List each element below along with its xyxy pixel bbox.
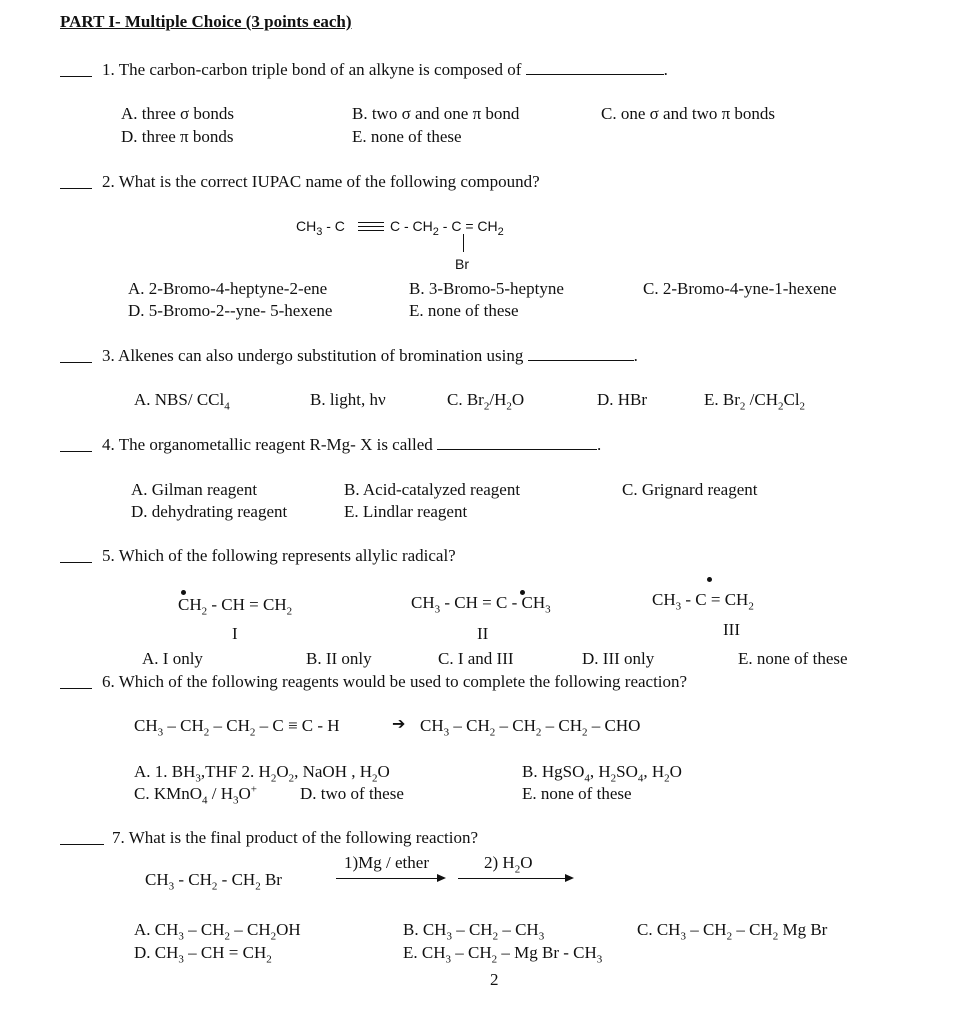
- page-title: PART I- Multiple Choice (3 points each): [60, 12, 352, 31]
- q7-step-1: 1)Mg / ether: [344, 853, 429, 872]
- q4-option-c[interactable]: C. Grignard reagent: [622, 480, 758, 499]
- q5-option-b[interactable]: B. II only: [306, 649, 372, 668]
- q2-structure-left: $CH_3$ - C: [296, 218, 345, 238]
- q2-structure-right: $C - CH_2 - C = CH_2$: [390, 218, 504, 238]
- q3-option-e[interactable]: E. $Br_2$ $/CH_2Cl_2$: [704, 390, 806, 413]
- triple-bond-icon: [358, 222, 384, 231]
- q5-structure-i: $CH_2$ - CH = $CH_2$: [178, 595, 293, 618]
- q6-option-b[interactable]: B. HgSO$_4$, $H_2SO_4$, $H_2O$: [522, 762, 682, 785]
- q1-option-d[interactable]: D. three π bonds: [121, 127, 234, 146]
- answer-blank-4[interactable]: [60, 451, 92, 452]
- q2-option-b[interactable]: B. 3-Bromo-5-heptyne: [409, 279, 564, 298]
- arrow-right-icon: [458, 878, 572, 879]
- question-2-stem: 2. What is the correct IUPAC name of the following compound?: [102, 172, 540, 191]
- arrow-right-icon: ➔: [392, 714, 406, 733]
- q5-label-ii: II: [477, 624, 489, 643]
- q3-option-b[interactable]: B. light, hν: [310, 390, 386, 409]
- answer-blank-2[interactable]: [60, 188, 92, 189]
- answer-blank-3[interactable]: [60, 362, 92, 363]
- q6-option-d[interactable]: D. two of these: [300, 784, 404, 803]
- q3-option-c[interactable]: C. $Br_2/H_2O$: [447, 390, 525, 413]
- q7-reactant: $CH_3 - CH_2 - CH_2$ Br: [145, 870, 282, 893]
- q2-option-d[interactable]: D. 5-Bromo-2--yne- 5-hexene: [128, 301, 333, 320]
- q3-option-d[interactable]: D. HBr: [597, 390, 648, 409]
- q4-option-a[interactable]: A. Gilman reagent: [131, 480, 258, 499]
- bond-line-icon: [463, 234, 464, 252]
- q5-option-c[interactable]: C. I and III: [438, 649, 514, 668]
- q6-option-c[interactable]: C. KMnO$_4$ / $H_3O^+$: [134, 783, 258, 807]
- answer-blank-6[interactable]: [60, 688, 92, 689]
- q2-option-e[interactable]: E. none of these: [409, 301, 519, 320]
- question-4-stem: 4. The organometallic reagent R-Mg- X is called .: [102, 435, 602, 454]
- question-7-stem: 7. What is the final product of the following reaction?: [112, 828, 479, 847]
- answer-blank-7[interactable]: [60, 844, 104, 845]
- q1-option-c[interactable]: C. one σ and two π bonds: [601, 104, 776, 123]
- question-6-stem: 6. Which of the following reagents would be used to complete the following reaction?: [102, 672, 688, 691]
- q5-label-i: I: [232, 624, 238, 643]
- q7-option-c[interactable]: C. $CH_3 - CH_2 - CH_2$ Mg Br: [637, 920, 828, 943]
- radical-dot-icon: [707, 577, 712, 582]
- q4-option-b[interactable]: B. Acid-catalyzed reagent: [344, 480, 521, 499]
- q2-option-c[interactable]: C. 2-Bromo-4-yne-1-hexene: [643, 279, 837, 298]
- q4-option-e[interactable]: E. Lindlar reagent: [344, 502, 468, 521]
- answer-blank-1[interactable]: [60, 76, 92, 77]
- page-number: 2: [490, 970, 499, 989]
- q4-option-d[interactable]: D. dehydrating reagent: [131, 502, 288, 521]
- q7-option-b[interactable]: B. $CH_3 - CH_2 - CH_3$: [403, 920, 545, 943]
- q6-product: $CH_3 - CH_2 - CH_2 - CH_2$ – CHO: [420, 716, 641, 739]
- q5-option-a[interactable]: A. I only: [142, 649, 203, 668]
- q2-structure-substituent: Br: [455, 256, 469, 272]
- q7-option-a[interactable]: A. $CH_3 - CH_2 - CH_2OH$: [134, 920, 301, 943]
- q1-option-a[interactable]: A. three σ bonds: [121, 104, 235, 123]
- arrow-right-icon: [336, 878, 444, 879]
- q5-option-e[interactable]: E. none of these: [738, 649, 848, 668]
- q3-option-a[interactable]: A. NBS/ CCl$_4$: [134, 390, 230, 413]
- q5-label-iii: III: [723, 620, 740, 639]
- q6-option-a[interactable]: A. 1. $BH_3,THF$ 2. $H_2O_2$, NaOH , $H_2O$: [134, 762, 390, 785]
- q6-option-e[interactable]: E. none of these: [522, 784, 632, 803]
- q5-option-d[interactable]: D. III only: [582, 649, 655, 668]
- q6-reactant: $CH_3 - CH_2 - CH_2 - C \equiv C - H$: [134, 716, 340, 739]
- q5-structure-iii: $CH_3 - C = CH_2$: [652, 590, 754, 613]
- q1-option-e[interactable]: E. none of these: [352, 127, 462, 146]
- q1-option-b[interactable]: B. two σ and one π bond: [352, 104, 520, 123]
- q7-step-2: 2) $H_2O$: [484, 853, 533, 876]
- q7-option-d[interactable]: D. $CH_3$ – CH = $CH_2$: [134, 943, 272, 966]
- q7-option-e[interactable]: E. $CH_3 - CH_2$ – Mg Br - $CH_3$: [403, 943, 603, 966]
- q2-option-a[interactable]: A. 2-Bromo-4-heptyne-2-ene: [128, 279, 328, 298]
- question-1-stem: 1. The carbon-carbon triple bond of an alkyne is composed of .: [102, 60, 668, 79]
- q5-structure-ii: $CH_3$ - CH = C - $CH_3$: [411, 593, 551, 616]
- question-5-stem: 5. Which of the following represents allylic radical?: [102, 546, 456, 565]
- answer-blank-5[interactable]: [60, 562, 92, 563]
- question-3-stem: 3. Alkenes can also undergo substitution of bromination using .: [102, 346, 638, 365]
